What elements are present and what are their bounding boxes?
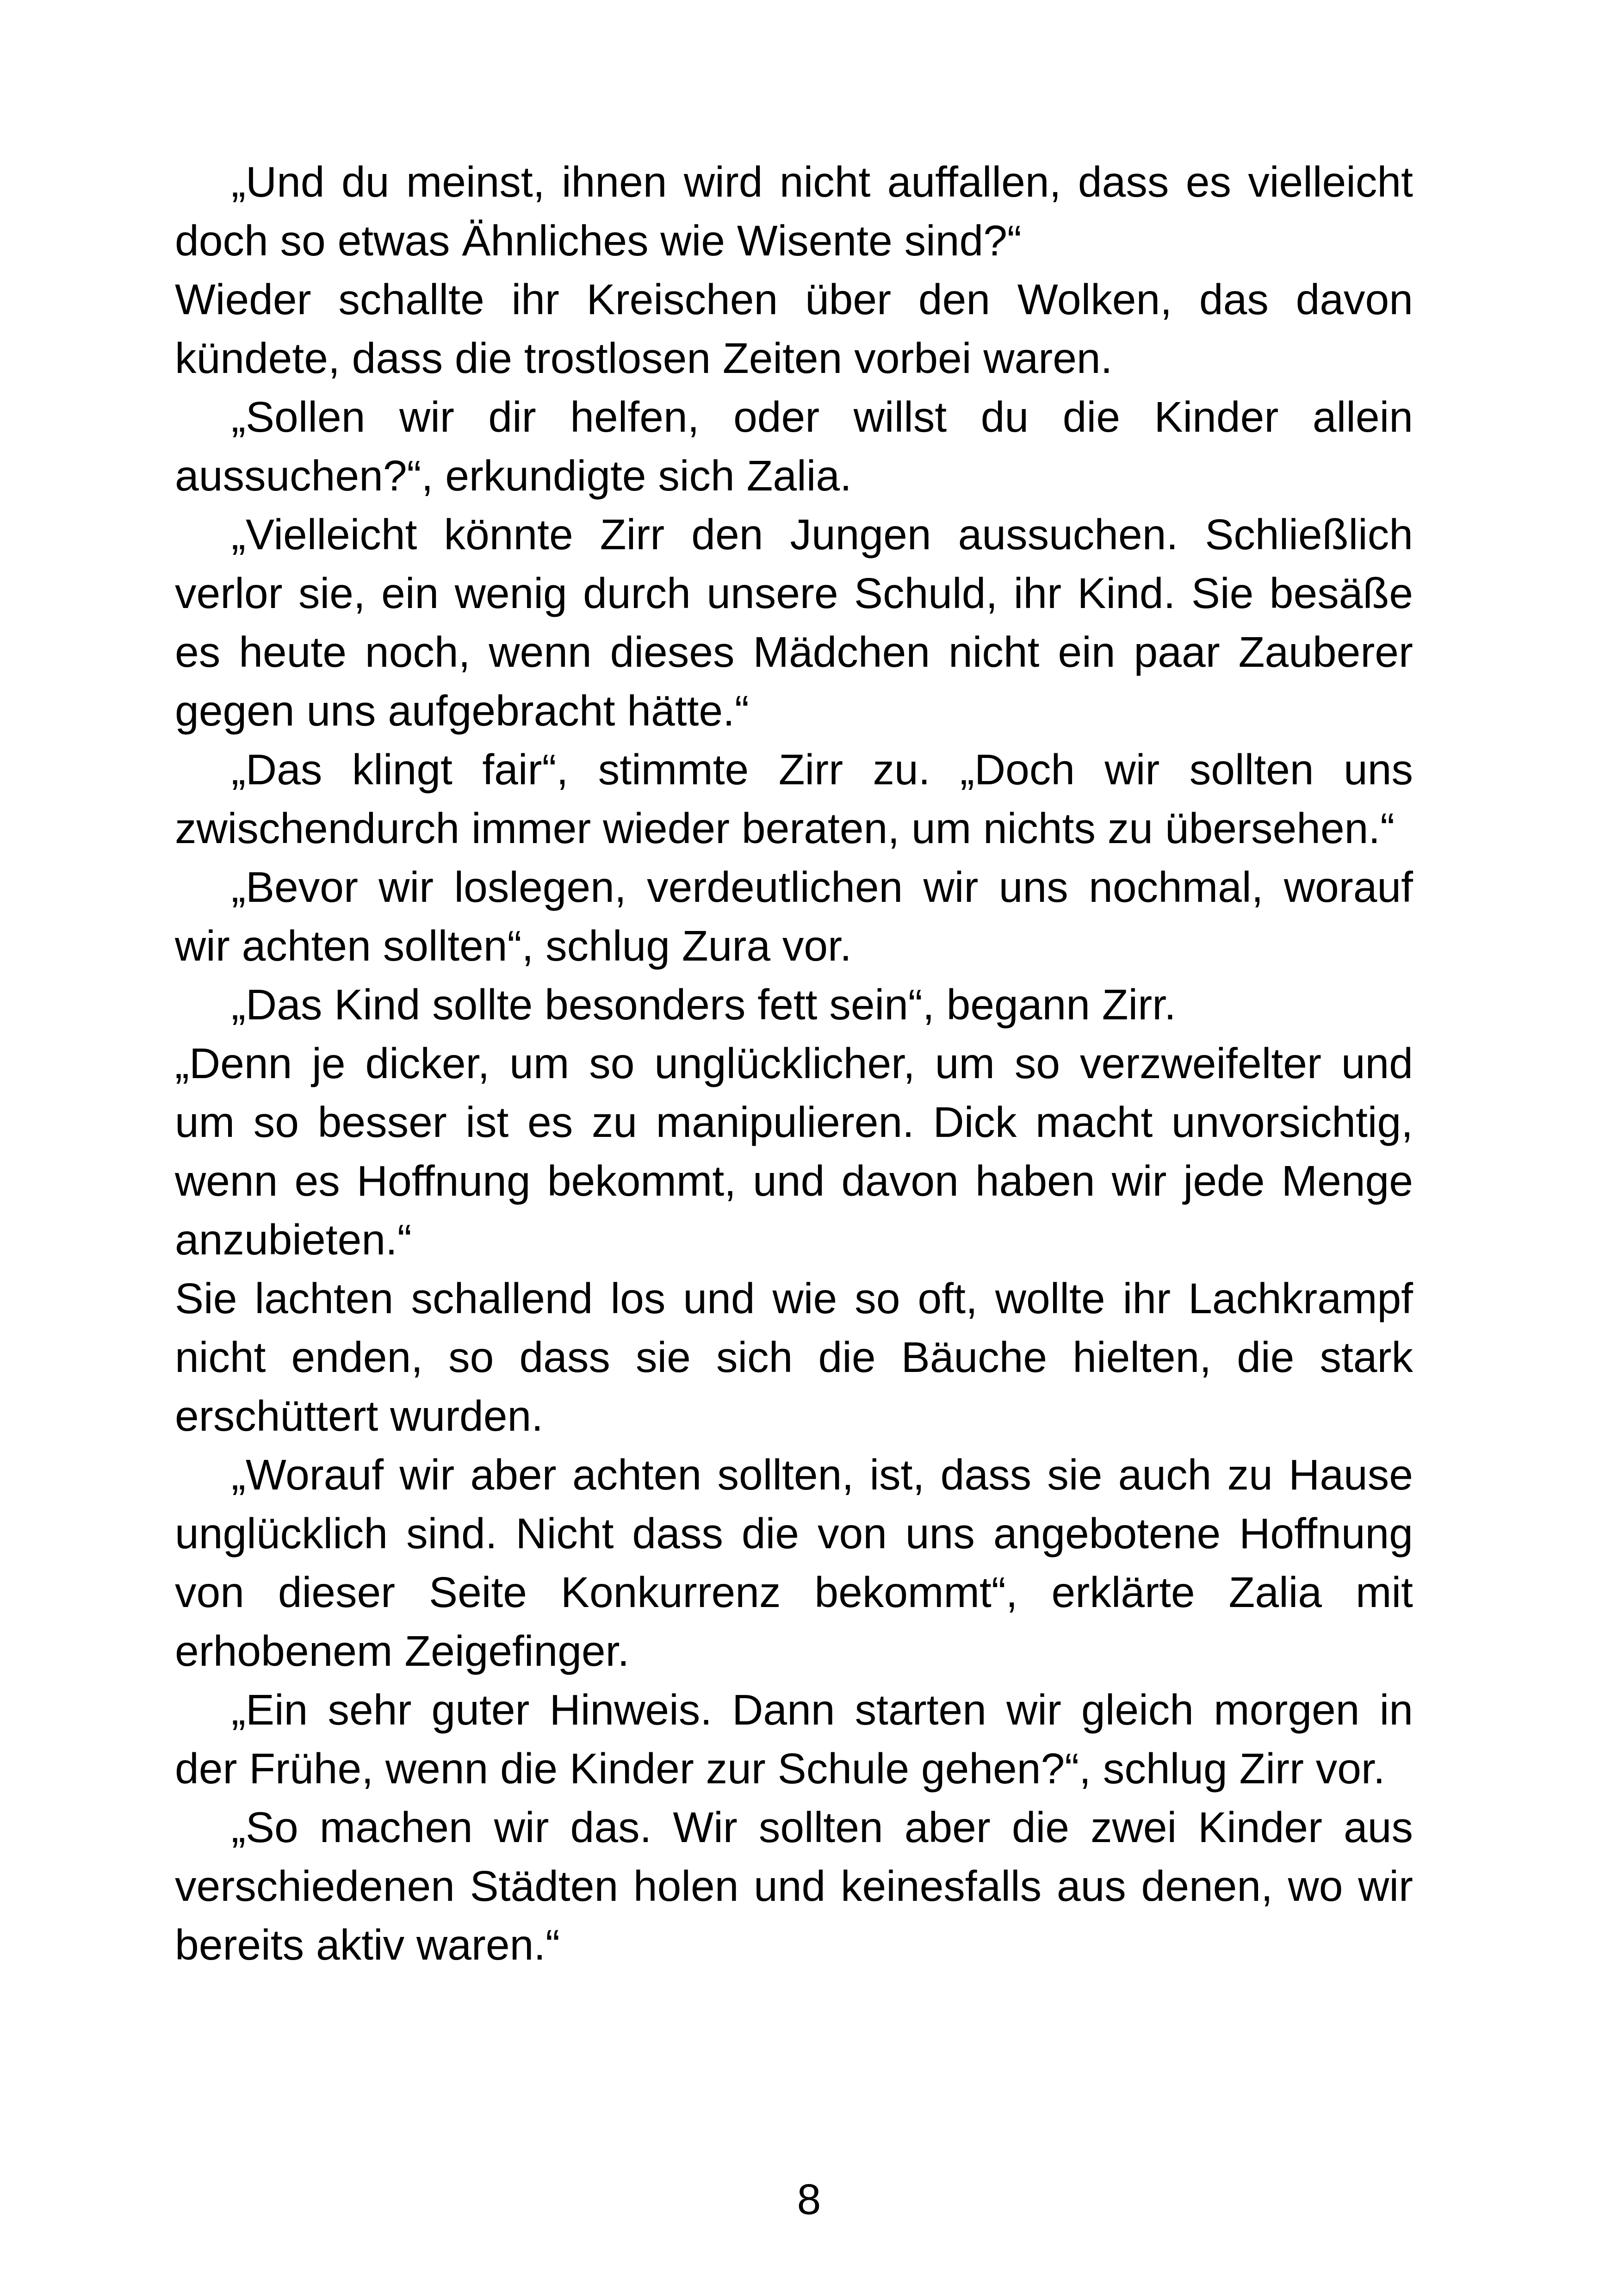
paragraph-2: Wieder schallte ihr Kreischen über den Wolken, das davon kündete, dass die trostlosen Zeiten vorbei waren. [175,275,1413,382]
paragraph-1: „Und du meinst, ihnen wird nicht auffallen, dass es vielleicht doch so etwas Ähnliches wie Wisente sind?“ [175,158,1413,265]
paragraph-12: „So machen wir das. Wir sollten aber die zwei Kinder aus verschiedenen Städten holen und keinesfalls aus denen, wo wir bereits aktiv waren.“ [175,1803,1413,1969]
paragraph-11: „Ein sehr guter Hinweis. Dann starten wir gleich morgen in der Frühe, wenn die Kinder zur Schule gehen?“, schlug Zirr vor. [175,1686,1413,1793]
body-text [175,153,1413,1974]
paragraph-9: Sie lachten schallend los und wie so oft, wollte ihr Lachkrampf nicht enden, so dass sie sich die Bäuche hielten, die stark erschüttert wurden. [175,1274,1413,1440]
paragraph-8: „Denn je dicker, um so unglücklicher, um so verzweifelter und um so besser ist es zu manipulieren. Dick macht unvorsichtig, wenn es Hoffnung bekommt, und davon haben wir jede Menge anzubieten.“ [175,1039,1413,1264]
paragraph-5: „Das klingt fair“, stimmte Zirr zu. „Doch wir sollten uns zwischendurch immer wieder beraten, um nichts zu übersehen.“ [175,745,1413,852]
page-number: 8 [797,2175,821,2223]
paragraph-3: „Sollen wir dir helfen, oder willst du die Kinder allein aussuchen?“, erkundigte sich Zalia. [175,393,1413,500]
paragraph-6: „Bevor wir loslegen, verdeutlichen wir uns nochmal, worauf wir achten sollten“, schlug Zura vor. [175,863,1413,970]
paragraph-7: „Das Kind sollte besonders fett sein“, begann Zirr. [231,980,1176,1029]
paragraph-4: „Vielleicht könnte Zirr den Jungen aussuchen. Schließlich verlor sie, ein wenig durch unsere Schuld, ihr Kind. Sie besäße es heute noch, wenn dieses Mädchen nicht ein paar Zauberer gegen uns aufgebracht hätte.“ [175,510,1413,735]
paragraph-10: „Worauf wir aber achten sollten, ist, dass sie auch zu Hause unglücklich sind. Nicht dass die von uns angebotene Hoffnung von dieser Seite Konkurrenz bekommt“, erklärte Zalia mit erhobenem Zeigefinger. [175,1451,1413,1675]
